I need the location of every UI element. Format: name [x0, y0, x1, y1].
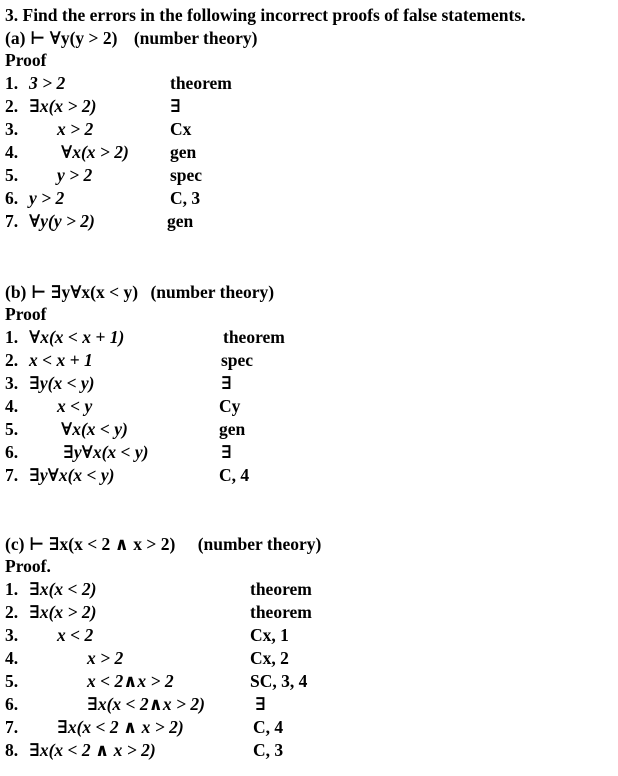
- step-statement: y > 2: [29, 188, 65, 208]
- step-justification: SC, 3, 4: [250, 671, 308, 691]
- step-justification: theorem: [250, 579, 312, 599]
- step-justification: gen: [219, 419, 246, 439]
- step-number: 6.: [5, 442, 19, 462]
- step-statement: x < 2: [57, 625, 94, 645]
- part-a-proof-label: Proof: [5, 50, 47, 70]
- step-justification: C, 4: [253, 717, 284, 737]
- step-statement: ∃x(x > 2): [29, 96, 97, 116]
- step-statement: x < 2∧x > 2: [87, 671, 174, 691]
- part-a-header: [5, 27, 257, 49]
- part-c-label: (c) ⊢ ∃x(x < 2 ∧ x > 2): [5, 534, 176, 554]
- step-justification: C, 4: [219, 465, 250, 485]
- step-number: 7.: [5, 211, 19, 231]
- step-statement: ∀x(x < x + 1): [29, 327, 125, 347]
- step-statement: x < y: [57, 396, 93, 416]
- step-justification: theorem: [170, 73, 232, 93]
- step-justification: theorem: [250, 602, 312, 622]
- step-statement: x > 2: [87, 648, 124, 668]
- step-justification: ∃: [221, 442, 232, 462]
- part-b-header: [5, 281, 274, 303]
- step-statement: 3 > 2: [29, 73, 66, 93]
- step-justification: theorem: [223, 327, 285, 347]
- step-number: 1.: [5, 579, 19, 599]
- step-justification: ∃: [221, 373, 232, 393]
- step-number: 3.: [5, 373, 19, 393]
- step-number: 5.: [5, 671, 19, 691]
- step-number: 4.: [5, 142, 19, 162]
- step-statement: x < x + 1: [29, 350, 93, 370]
- step-number: 3.: [5, 119, 19, 139]
- step-number: 5.: [5, 419, 19, 439]
- step-number: 5.: [5, 165, 19, 185]
- step-justification: spec: [221, 350, 254, 370]
- step-number: 8.: [5, 740, 19, 760]
- step-number: 6.: [5, 188, 19, 208]
- step-number: 6.: [5, 694, 19, 714]
- part-c-theory: (number theory): [197, 534, 322, 554]
- part-a-theory: (number theory): [133, 28, 258, 48]
- step-statement: ∃x(x < 2): [29, 579, 97, 599]
- step-statement: ∃x(x < 2∧x > 2): [87, 694, 205, 714]
- step-number: 4.: [5, 396, 19, 416]
- step-justification: Cx, 2: [250, 648, 289, 668]
- part-a-label: (a) ⊢ ∀y(y > 2): [5, 28, 118, 48]
- step-statement: ∃x(x > 2): [29, 602, 97, 622]
- part-c-proof-label: Proof.: [5, 556, 51, 576]
- step-justification: spec: [170, 165, 203, 185]
- step-statement: ∃x(x < 2 ∧ x > 2): [29, 740, 156, 760]
- step-justification: ∃: [255, 694, 266, 714]
- step-number: 4.: [5, 648, 19, 668]
- step-number: 1.: [5, 73, 19, 93]
- step-statement: ∃y∀x(x < y): [29, 465, 115, 485]
- step-statement: ∀x(x > 2): [61, 142, 129, 162]
- step-statement: ∃y∀x(x < y): [63, 442, 149, 462]
- step-number: 3.: [5, 625, 19, 645]
- step-justification: Cx: [170, 119, 192, 139]
- problem-heading: 3. Find the errors in the following incorrect proofs of false statements.: [5, 5, 526, 25]
- step-number: 7.: [5, 465, 19, 485]
- part-b-proof-label: Proof: [5, 304, 47, 324]
- step-justification: ∃: [170, 96, 181, 116]
- step-justification: Cx, 1: [250, 625, 289, 645]
- step-justification: Cy: [219, 396, 241, 416]
- step-number: 2.: [5, 350, 19, 370]
- step-justification: gen: [170, 142, 197, 162]
- step-number: 1.: [5, 327, 19, 347]
- step-statement: x > 2: [57, 119, 94, 139]
- step-statement: ∃y(x < y): [29, 373, 95, 393]
- step-number: 2.: [5, 96, 19, 116]
- step-justification: gen: [167, 211, 194, 231]
- step-number: 2.: [5, 602, 19, 622]
- step-justification: C, 3: [170, 188, 201, 208]
- step-statement: ∃x(x < 2 ∧ x > 2): [57, 717, 184, 737]
- step-statement: ∀x(x < y): [61, 419, 128, 439]
- part-b-label: (b) ⊢ ∃y∀x(x < y): [5, 282, 139, 302]
- part-c-header: [5, 533, 321, 555]
- part-b-theory: (number theory): [150, 282, 275, 302]
- step-justification: C, 3: [253, 740, 284, 760]
- step-statement: y > 2: [57, 165, 93, 185]
- step-statement: ∀y(y > 2): [29, 211, 95, 231]
- step-number: 7.: [5, 717, 19, 737]
